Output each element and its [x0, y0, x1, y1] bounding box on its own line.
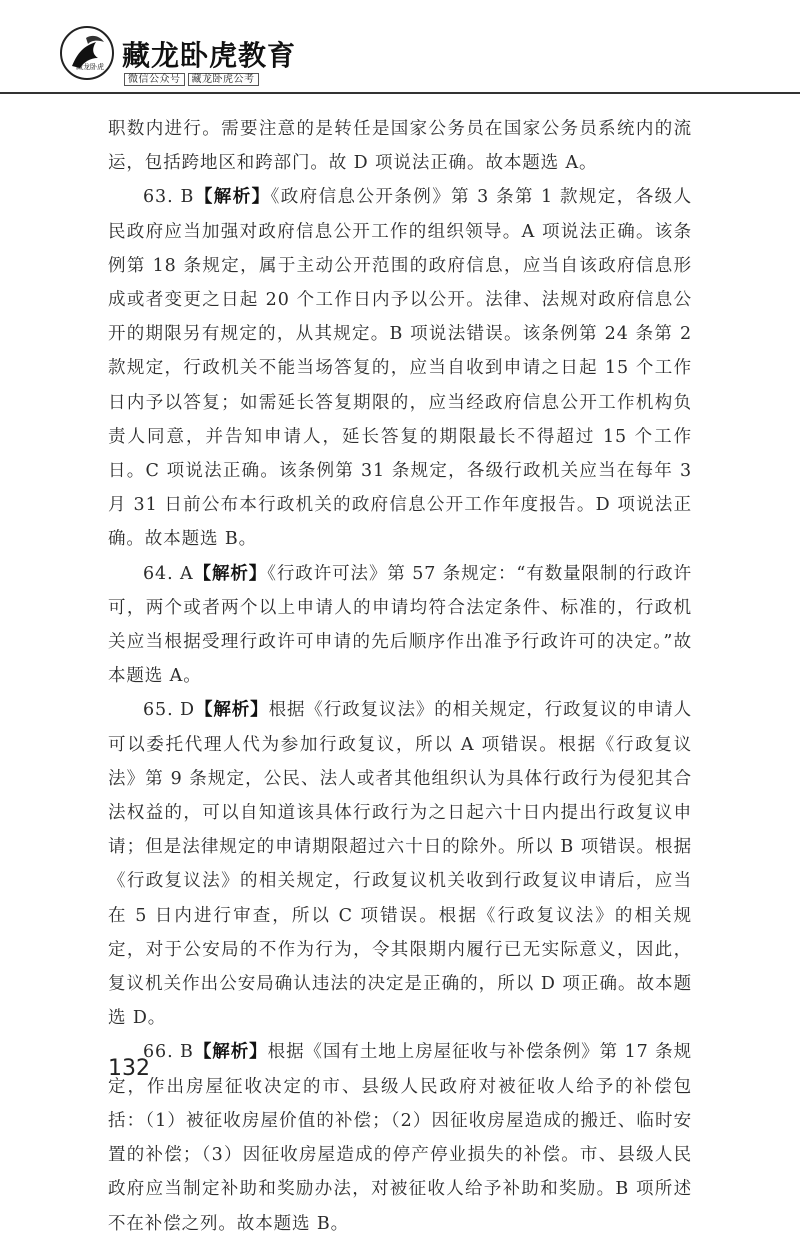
analysis-tag: 【解析】 — [194, 187, 271, 208]
logo-text: 藏龙卧虎 — [76, 63, 104, 71]
brand-title: 藏龙卧虎教育 — [122, 39, 297, 72]
answer-number: 65. D — [143, 700, 195, 721]
answer-number: 64. A — [143, 563, 194, 584]
header-divider — [0, 92, 800, 94]
analysis-tag: 【解析】 — [193, 1042, 268, 1063]
analysis-tag: 【解析】 — [193, 563, 268, 584]
brand-subtitle-wechat: 微信公众号 — [124, 73, 185, 86]
answer-text: 根据《国有土地上房屋征收与补偿条例》第 17 条规定，作出房屋征收决定的市、县级人民政府对被征收人给予的补偿包括：（1）被征收房屋价值的补偿；（2）因征收房屋造成的搬迁、临时安置的补偿；（3）因征收房屋造成的停产停业损失的补偿。市、县级人民政府应当制定补助和奖励办法，对被征收人给予补助和奖励。B 项所述不在补偿之列。故本题选 B。 — [108, 1042, 692, 1234]
answer-text: 《政府信息公开条例》第 3 条第 1 款规定，各级人民政府应当加强对政府信息公开工作的组织领导。A 项说法正确。该条例第 18 条规定，属于主动公开范围的政府信息，应当自该政府信息形成或者变更之日起 20 个工作日内予以公开。法律、法规对政府信息公开的期限另有规定的，从其规定。B 项说法错误。该条例第 24 条第 2 款规定，行政机关不能当场答复的，应当自收到申请之日起 15 个工作日内予以答复；如需延长答复期限的，应当经政府信息公开工作机构负责人同意，并告知申请人，延长答复的期限最长不得超过 15 个工作日。C 项说法正确。该条例第 31 条规定，各级行政机关应当在每年 3 月 31 日前公布本行政机关的政府信息公开工作年度报告。D 项说法正确。故本题选 B。 — [108, 187, 692, 550]
brand-subtitle — [124, 70, 262, 85]
page-header — [0, 0, 800, 94]
answer-number: 63. B — [143, 187, 195, 208]
answer-item-64 — [108, 557, 692, 694]
answer-item-66 — [108, 1035, 692, 1240]
brand-subtitle-account: 藏龙卧虎公考 — [188, 73, 259, 86]
continuation-paragraph: 职数内进行。需要注意的是转任是国家公务员在国家公务员系统内的流运，包括跨地区和跨部门。故 D 项说法正确。故本题选 A。 — [108, 119, 692, 174]
answer-item-65 — [108, 693, 692, 1035]
analysis-tag: 【解析】 — [194, 700, 269, 721]
page-number: 132 — [108, 1056, 150, 1081]
answer-item-63 — [108, 180, 692, 556]
brand-logo — [60, 26, 122, 88]
answer-text: 根据《行政复议法》的相关规定，行政复议的申请人可以委托代理人代为参加行政复议，所以 A 项错误。根据《行政复议法》第 9 条规定，公民、法人或者其他组织认为具体行政行为侵犯其合法权益的，可以自知道该具体行政行为之日起六十日内提出行政复议申请；但是法律规定的申请期限超过六十日的除外。所以 B 项错误。根据《行政复议法》的相关规定，行政复议机关收到行政复议申请后，应当在 5 日内进行审查，所以 C 项错误。根据《行政复议法》的相关规定，对于公安局的不作为行为，令其限期内履行已无实际意义，因此，复议机关作出公安局确认违法的决定是正确的，所以 D 项正确。故本题选 D。 — [108, 700, 692, 1029]
answer-text: 《行政许可法》第 57 条规定：“有数量限制的行政许可，两个或者两个以上申请人的申请均符合法定条件、标准的，行政机关应当根据受理行政许可申请的先后顺序作出准予行政许可的决定。”故本题选 A。 — [108, 563, 692, 687]
answer-explanations — [108, 112, 692, 1241]
answer-number: 66. B — [143, 1042, 194, 1063]
